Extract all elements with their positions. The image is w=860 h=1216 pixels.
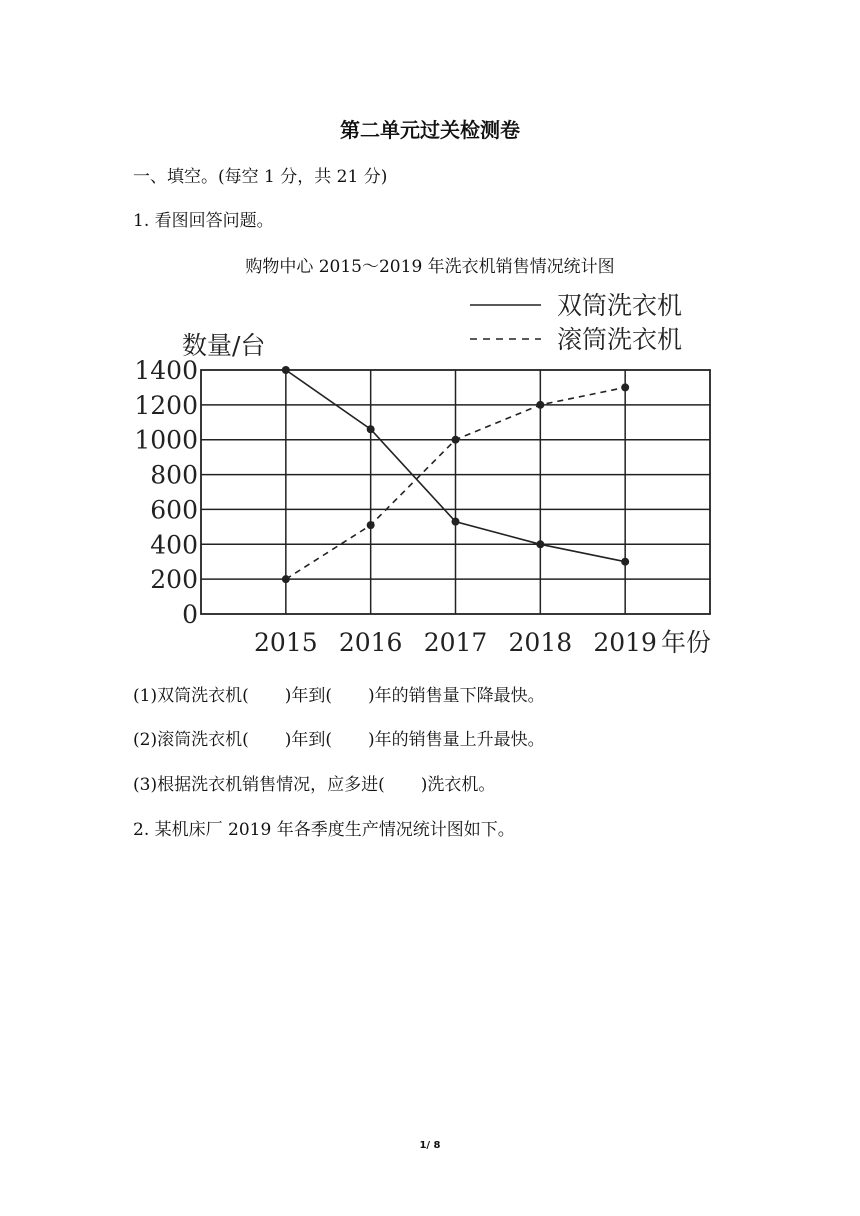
section-heading: 一、填空。(每空 1 分，共 21 分) — [133, 167, 388, 187]
question-text: )年的销售量下降最快。 — [367, 686, 545, 706]
y-tick-label: 400 — [150, 530, 198, 560]
y-axis-label: 数量/台 — [182, 331, 266, 360]
x-tick-label: 2016 — [338, 628, 403, 657]
question-text: )年的销售量上升最快。 — [367, 730, 545, 750]
question-1-1 — [133, 681, 545, 706]
data-point — [282, 366, 290, 374]
question-text: (2)滚筒洗衣机( — [133, 730, 249, 750]
x-tick-label: 2017 — [423, 628, 488, 657]
question-text: )年到( — [284, 686, 332, 706]
y-tick-label: 1000 — [134, 425, 198, 455]
question-text: (3)根据洗衣机销售情况，应多进( — [133, 775, 385, 795]
data-point — [452, 518, 460, 526]
data-point — [452, 436, 460, 444]
question-text: )年到( — [284, 730, 332, 750]
chart-title: 购物中心 2015～2019 年洗衣机销售情况统计图 — [245, 257, 615, 277]
y-tick-label: 600 — [150, 495, 198, 525]
data-point — [621, 383, 629, 391]
x-tick-label: 2015 — [254, 628, 318, 657]
y-tick-label: 1200 — [134, 390, 198, 420]
y-tick-label: 800 — [150, 460, 198, 490]
y-tick-label: 1400 — [134, 356, 198, 385]
question-text: )洗衣机。 — [420, 775, 496, 795]
y-tick-label: 200 — [150, 565, 198, 595]
data-point — [536, 401, 544, 409]
question-text: (1)双筒洗衣机( — [133, 686, 249, 706]
question-1-prompt: 1. 看图回答问题。 — [133, 211, 274, 231]
x-tick-label: 2018 — [508, 628, 573, 657]
legend-label: 双筒洗衣机 — [557, 291, 683, 320]
x-tick-label: 2019 — [593, 628, 657, 657]
y-tick-label: 0 — [182, 600, 198, 629]
question-1-2 — [133, 725, 545, 750]
x-axis-label: 年份 — [661, 628, 712, 657]
data-point — [282, 575, 290, 583]
data-point — [367, 425, 375, 433]
page-title: 第二单元过关检测卷 — [340, 118, 520, 142]
chart-legend — [470, 291, 682, 354]
question-1-3 — [133, 770, 495, 795]
data-point — [367, 521, 375, 529]
page-number: 1/ 8 — [419, 1140, 441, 1151]
data-point — [621, 558, 629, 566]
question-2-prompt: 2. 某机床厂 2019 年各季度生产情况统计图如下。 — [133, 820, 515, 840]
data-point — [536, 540, 544, 548]
chart-grid — [201, 370, 710, 614]
legend-label: 滚筒洗衣机 — [557, 325, 683, 354]
